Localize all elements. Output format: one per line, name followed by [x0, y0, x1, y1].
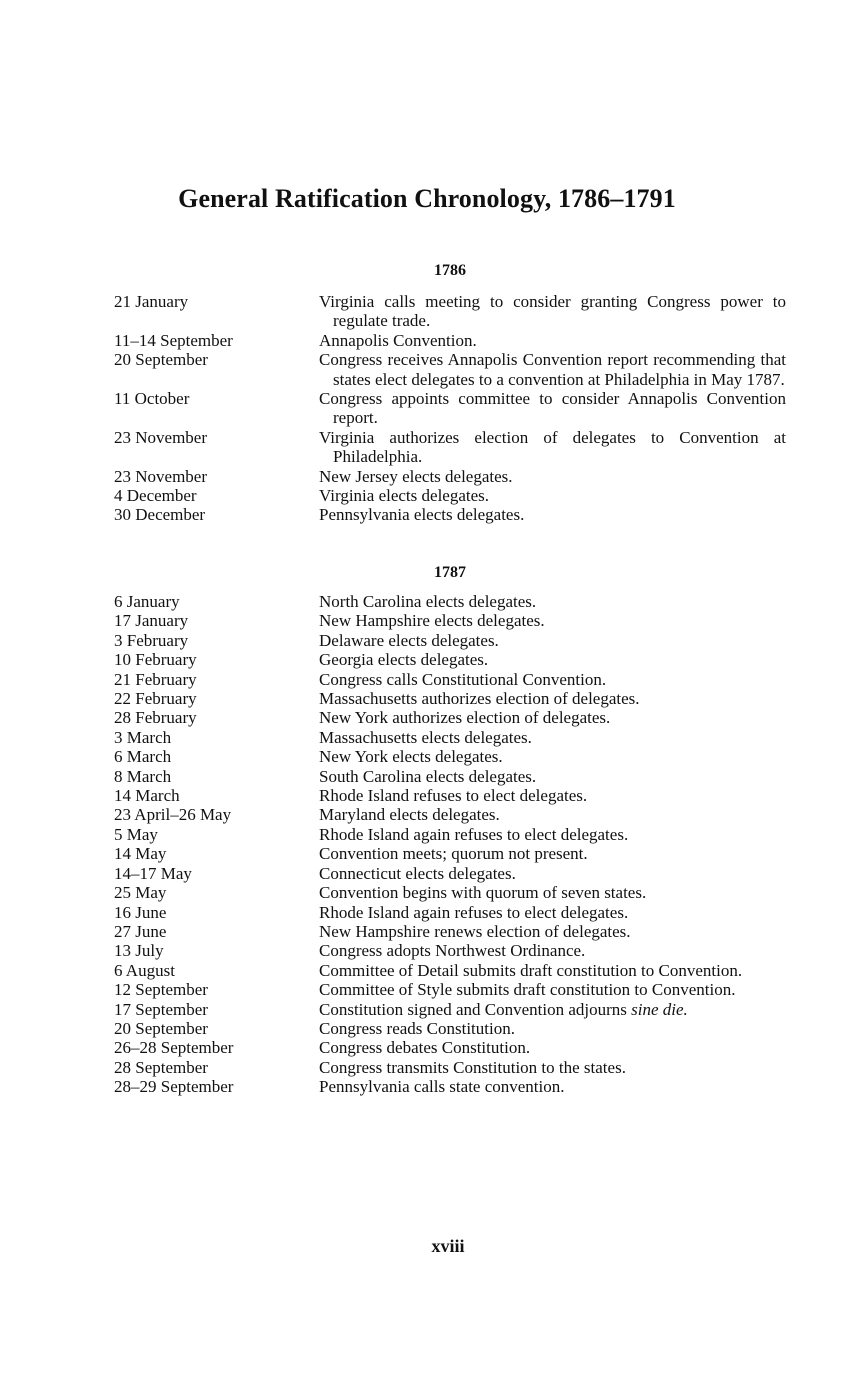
entry-event: Georgia elects delegates. — [319, 650, 489, 670]
entry-date: 17 January — [114, 611, 189, 631]
entry-event: North Carolina elects delegates. — [319, 592, 537, 611]
chronology-entry — [114, 1077, 786, 1096]
chronology-entry — [114, 467, 786, 486]
entry-event: Virginia calls meeting to consider granting Congress power to regulate trade. — [319, 292, 786, 331]
entry-date: 20 September — [114, 1018, 208, 1038]
chronology-entry — [114, 689, 786, 708]
entry-event: Virginia elects delegates. — [319, 486, 490, 506]
chronology-entry — [114, 922, 786, 941]
entry-event-italic: sine die. — [631, 999, 688, 1019]
entry-date: 28 September — [114, 1057, 208, 1077]
chronology-entry — [114, 767, 786, 786]
entry-date: 6 August — [114, 960, 175, 980]
entry-event: Congress adopts Northwest Ordinance. — [319, 941, 586, 961]
entry-event: New York elects delegates. — [319, 747, 503, 767]
entry-date: 28–29 September — [114, 1077, 234, 1097]
entry-date: 30 December — [114, 505, 206, 525]
chronology-entry — [114, 786, 786, 805]
chronology-entry — [114, 747, 786, 766]
chronology-entry — [114, 1000, 786, 1019]
entry-date: 3 February — [114, 630, 189, 650]
entry-event: Congress appoints committee to consider Annapolis Convention report. — [319, 389, 786, 428]
entry-date: 14 May — [114, 844, 167, 864]
chronology-entry — [114, 650, 786, 669]
entry-event: Committee of Detail submits draft constitution to Convention. — [319, 960, 743, 980]
chronology-entry — [114, 708, 786, 727]
entry-event: Congress debates Constitution. — [319, 1038, 531, 1058]
chronology-entry — [114, 883, 786, 902]
entry-event: Pennsylvania calls state convention. — [319, 1077, 565, 1097]
chronology-entry — [114, 428, 786, 467]
entry-event: Annapolis Convention. — [319, 330, 477, 350]
chronology-entry — [114, 350, 786, 389]
entry-date: 6 January — [114, 592, 180, 611]
entry-date: 28 February — [114, 708, 197, 728]
entry-event: Pennsylvania elects delegates. — [319, 505, 525, 525]
chronology-entry — [114, 292, 786, 331]
chronology-entry — [114, 331, 786, 350]
chronology-entry — [114, 805, 786, 824]
entry-date: 11–14 September — [114, 330, 233, 350]
entry-event: Convention begins with quorum of seven states. — [319, 883, 647, 903]
entry-date: 11 October — [114, 389, 190, 409]
entry-event: Connecticut elects delegates. — [319, 863, 516, 883]
entry-event: Massachusetts authorizes election of delegates. — [319, 689, 640, 709]
entry-date: 25 May — [114, 883, 167, 903]
entry-date: 17 September — [114, 999, 208, 1019]
year-heading-1787: 1787 — [434, 564, 466, 581]
entry-event-text: Constitution signed and Convention adjourns — [319, 999, 627, 1019]
entry-date: 10 February — [114, 650, 197, 670]
entry-date: 16 June — [114, 902, 167, 922]
entry-date: 23 November — [114, 466, 208, 486]
entry-date: 6 March — [114, 747, 172, 767]
entry-event: Maryland elects delegates. — [319, 805, 500, 825]
chronology-entry — [114, 825, 786, 844]
entry-date: 3 March — [114, 727, 172, 747]
entry-event: Convention meets; quorum not present. — [319, 844, 588, 864]
entry-event: Delaware elects delegates. — [319, 630, 499, 650]
entry-event — [319, 1000, 786, 1019]
entry-date: 27 June — [114, 921, 167, 941]
entry-date: 26–28 September — [114, 1038, 234, 1058]
entry-event: Rhode Island again refuses to elect delegates. — [319, 824, 629, 844]
entry-date: 14 March — [114, 786, 180, 806]
chronology-entry — [114, 670, 786, 689]
chronology-entry — [114, 961, 786, 980]
chronology-entry — [114, 611, 786, 630]
entry-event: Congress calls Constitutional Convention. — [319, 669, 607, 689]
entry-event: Massachusetts elects delegates. — [319, 727, 532, 747]
entry-date: 8 March — [114, 766, 172, 786]
entry-date: 23 April–26 May — [114, 805, 232, 825]
chronology-entry — [114, 1038, 786, 1057]
entry-event: Rhode Island again refuses to elect delegates. — [319, 902, 629, 922]
entry-event: Rhode Island refuses to elect delegates. — [319, 786, 588, 806]
entry-date: 14–17 May — [114, 863, 192, 883]
entry-date: 21 February — [114, 669, 197, 689]
chronology-entry — [114, 903, 786, 922]
chronology-list-1786 — [114, 292, 786, 525]
entry-event: Congress receives Annapolis Convention report recommending that states elect delegates to a convention at Philadelphia in May 1787. — [319, 350, 786, 389]
entry-event: New Jersey elects delegates. — [319, 466, 513, 486]
chronology-entry — [114, 1019, 786, 1038]
entry-event: Congress reads Constitution. — [319, 1018, 515, 1038]
chronology-entry — [114, 980, 786, 999]
entry-date: 20 September — [114, 350, 208, 370]
page-title: General Ratification Chronology, 1786–1791 — [178, 184, 676, 213]
entry-date: 23 November — [114, 427, 208, 447]
entry-date: 5 May — [114, 824, 158, 844]
chronology-entry — [114, 631, 786, 650]
chronology-entry — [114, 389, 786, 428]
entry-event: New Hampshire renews election of delegates. — [319, 921, 631, 941]
chronology-entry — [114, 864, 786, 883]
page-number: xviii — [431, 1236, 465, 1256]
entry-event: South Carolina elects delegates. — [319, 766, 537, 786]
entry-event: New Hampshire elects delegates. — [319, 611, 545, 631]
entry-date: 13 July — [114, 941, 164, 961]
entry-date: 12 September — [114, 980, 208, 1000]
entry-date: 21 January — [114, 292, 189, 311]
chronology-entry — [114, 844, 786, 863]
entry-event: Virginia authorizes election of delegates to Convention at Philadelphia. — [319, 427, 786, 467]
entry-event: New York authorizes election of delegates. — [319, 708, 611, 728]
chronology-entry — [114, 505, 786, 524]
chronology-entry — [114, 941, 786, 960]
chronology-entry — [114, 1058, 786, 1077]
entry-date: 22 February — [114, 689, 197, 709]
year-heading-1786: 1786 — [434, 262, 466, 279]
chronology-list-1787 — [114, 592, 786, 1097]
chronology-entry — [114, 486, 786, 505]
entry-event: Committee of Style submits draft constitution to Convention. — [319, 980, 736, 1000]
entry-date: 4 December — [114, 486, 197, 506]
chronology-entry — [114, 592, 786, 611]
chronology-entry — [114, 728, 786, 747]
entry-event: Congress transmits Constitution to the states. — [319, 1057, 626, 1077]
